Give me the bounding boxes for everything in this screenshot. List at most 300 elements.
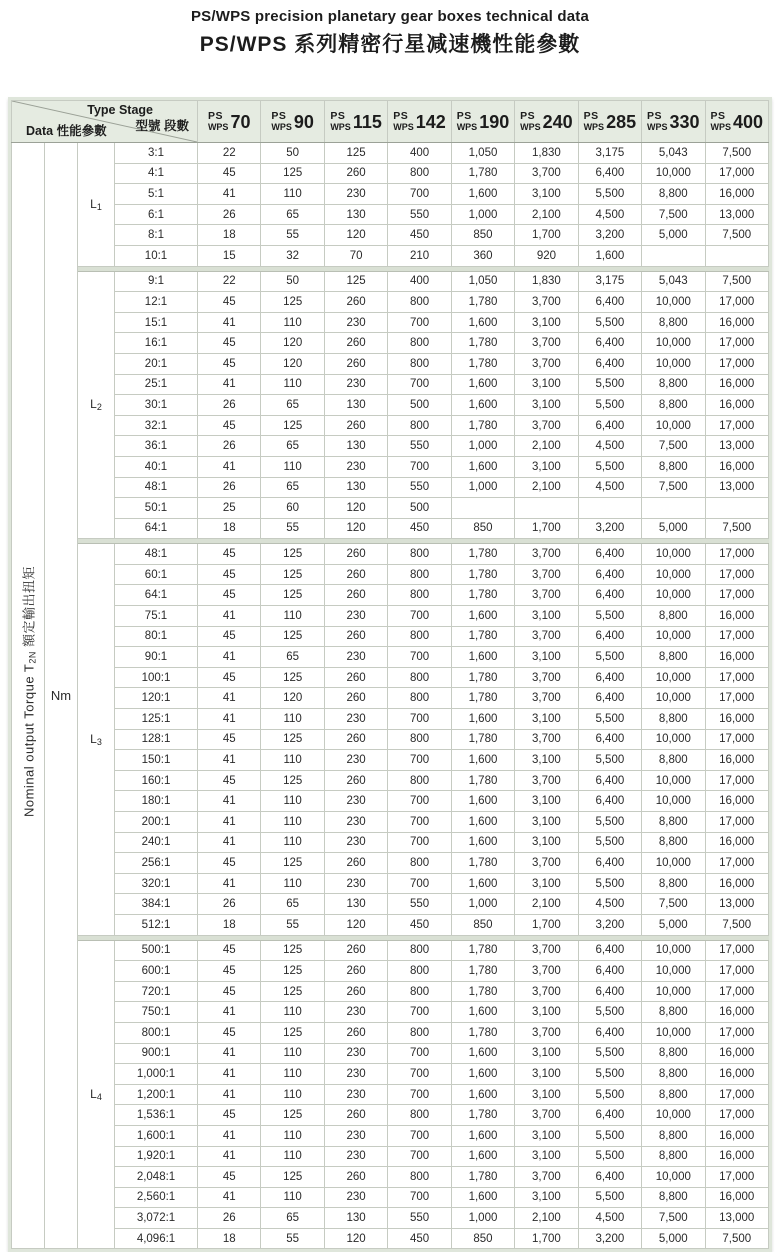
stage-label: L [90,1087,97,1102]
torque-value-cell [515,498,578,519]
torque-value-cell: 125 [261,1167,324,1188]
torque-value-cell: 800 [388,1022,451,1043]
torque-value-cell: 41 [198,1043,261,1064]
torque-value-cell: 45 [198,626,261,647]
ratio-cell: 20:1 [115,353,198,374]
torque-value-cell: 16,000 [705,312,769,333]
torque-value-cell: 3,100 [515,1125,578,1146]
torque-value-cell: 41 [198,1064,261,1085]
torque-value-cell: 360 [451,245,514,266]
torque-value-cell: 15 [198,245,261,266]
torque-value-cell: 7,500 [705,225,769,246]
torque-value-cell: 3,200 [578,1228,641,1249]
torque-value-cell: 5,500 [578,184,641,205]
ratio-cell: 25:1 [115,374,198,395]
table-row [12,245,769,266]
table-header-row [12,101,769,143]
torque-value-cell: 110 [261,832,324,853]
torque-value-cell: 3,700 [515,353,578,374]
torque-value-cell: 3,100 [515,873,578,894]
torque-value-cell: 4,500 [578,1208,641,1229]
table-row [12,1208,769,1229]
ratio-cell: 4,096:1 [115,1228,198,1249]
torque-value-cell: 5,500 [578,873,641,894]
torque-value-cell: 125 [261,853,324,874]
torque-value-cell: 8,800 [642,1187,705,1208]
ratio-cell: 64:1 [115,585,198,606]
table-row [12,312,769,333]
torque-value-cell: 3,100 [515,791,578,812]
torque-value-cell: 3,700 [515,1167,578,1188]
torque-value-cell: 10,000 [642,163,705,184]
torque-value-cell: 8,800 [642,1002,705,1023]
torque-value-cell: 1,600 [451,873,514,894]
torque-value-cell: 260 [324,667,387,688]
torque-value-cell: 1,780 [451,981,514,1002]
torque-value-cell: 5,500 [578,812,641,833]
torque-value-cell: 1,830 [515,271,578,292]
table-row [12,667,769,688]
torque-value-cell: 800 [388,1167,451,1188]
torque-value-cell: 920 [515,245,578,266]
torque-value-cell: 17,000 [705,770,769,791]
torque-value-cell: 17,000 [705,940,769,961]
torque-value-cell: 700 [388,374,451,395]
table-row [12,873,769,894]
torque-value-cell: 17,000 [705,812,769,833]
torque-value-cell: 260 [324,1105,387,1126]
torque-value-cell: 800 [388,981,451,1002]
column-header-box [642,111,704,133]
torque-value-cell: 17,000 [705,688,769,709]
ratio-cell: 32:1 [115,415,198,436]
frame-size-value: 330 [669,111,700,132]
torque-value-cell: 10,000 [642,940,705,961]
torque-value-cell: 1,780 [451,1167,514,1188]
torque-value-cell: 16,000 [705,456,769,477]
torque-value-cell: 41 [198,312,261,333]
table-row [12,1228,769,1249]
torque-value-cell: 800 [388,292,451,313]
series-prefix [710,111,731,133]
ratio-cell: 12:1 [115,292,198,313]
torque-value-cell: 16,000 [705,1043,769,1064]
torque-value-cell: 5,500 [578,647,641,668]
torque-value-cell: 3,700 [515,961,578,982]
torque-value-cell: 65 [261,477,324,498]
torque-value-cell: 1,000 [451,894,514,915]
ratio-cell: 40:1 [115,456,198,477]
stage-cell-L3 [78,544,115,935]
series-ps-label: PS [330,109,346,122]
torque-value-cell: 1,600 [451,395,514,416]
column-header-box [325,111,387,133]
torque-value-cell: 1,780 [451,770,514,791]
torque-value-cell: 2,100 [515,204,578,225]
torque-value-cell: 110 [261,1187,324,1208]
torque-value-cell: 16,000 [705,1002,769,1023]
torque-value-cell: 16,000 [705,709,769,730]
table-row [12,626,769,647]
torque-value-cell: 6,400 [578,333,641,354]
torque-value-cell: 8,800 [642,395,705,416]
ratio-cell: 240:1 [115,832,198,853]
torque-value-cell: 45 [198,163,261,184]
torque-value-cell: 700 [388,1125,451,1146]
column-header-box [515,111,577,133]
frame-size-value: 90 [293,111,314,132]
torque-value-cell: 230 [324,812,387,833]
torque-value-cell: 10,000 [642,1022,705,1043]
torque-value-cell: 17,000 [705,1105,769,1126]
torque-value-cell: 5,500 [578,1187,641,1208]
torque-value-cell: 700 [388,647,451,668]
stage-cell-L2 [78,271,115,539]
series-prefix [457,111,478,133]
torque-value-cell: 4,500 [578,894,641,915]
torque-value-cell: 8,800 [642,312,705,333]
torque-value-cell: 8,800 [642,709,705,730]
torque-value-cell: 230 [324,1064,387,1085]
torque-value-cell: 16,000 [705,184,769,205]
torque-value-cell: 260 [324,770,387,791]
series-prefix [208,111,229,133]
torque-value-cell: 3,100 [515,812,578,833]
table-row [12,729,769,750]
torque-value-cell: 3,100 [515,709,578,730]
torque-value-cell: 16,000 [705,374,769,395]
torque-value-cell: 3,700 [515,667,578,688]
page-title-english: PS/WPS precision planetary gear boxes technical data [190,8,590,25]
ratio-cell: 10:1 [115,245,198,266]
torque-value-cell: 60 [261,498,324,519]
torque-value-cell: 1,780 [451,961,514,982]
table-row [12,1187,769,1208]
torque-value-cell: 230 [324,873,387,894]
torque-value-cell: 2,100 [515,1208,578,1229]
torque-value-cell: 450 [388,1228,451,1249]
torque-value-cell: 41 [198,606,261,627]
torque-value-cell: 32 [261,245,324,266]
torque-value-cell: 1,600 [451,184,514,205]
torque-value-cell: 125 [261,626,324,647]
torque-value-cell: 120 [324,1228,387,1249]
torque-value-cell: 3,700 [515,729,578,750]
torque-value-cell: 2,100 [515,436,578,457]
torque-value-cell: 1,600 [451,1002,514,1023]
torque-value-cell: 17,000 [705,853,769,874]
ratio-cell: 800:1 [115,1022,198,1043]
column-header-285 [578,101,641,143]
table-row [12,750,769,771]
torque-value-cell: 120 [261,333,324,354]
torque-value-cell: 45 [198,585,261,606]
torque-value-cell: 800 [388,729,451,750]
ratio-cell: 75:1 [115,606,198,627]
torque-value-cell [642,498,705,519]
torque-value-cell: 6,400 [578,1105,641,1126]
torque-value-cell: 1,600 [451,1084,514,1105]
torque-value-cell: 7,500 [642,1208,705,1229]
torque-value-cell: 10,000 [642,667,705,688]
torque-value-cell: 3,700 [515,1105,578,1126]
torque-value-cell: 1,780 [451,688,514,709]
torque-value-cell: 26 [198,477,261,498]
torque-value-cell: 3,100 [515,1064,578,1085]
torque-value-cell: 1,700 [515,225,578,246]
torque-value-cell: 120 [324,914,387,935]
left-axis-cell [12,143,45,1249]
torque-value-cell: 18 [198,518,261,539]
torque-value-cell: 3,100 [515,1146,578,1167]
ratio-cell: 15:1 [115,312,198,333]
column-header-400 [705,101,769,143]
series-wps-label: WPS [710,122,731,133]
stage-subscript: 4 [96,1092,102,1103]
torque-value-cell: 17,000 [705,626,769,647]
torque-value-cell: 8,800 [642,1084,705,1105]
column-header-box [388,111,450,133]
stage-subscript: 2 [96,402,102,413]
stage-label: L [90,731,97,746]
torque-value-cell: 65 [261,1208,324,1229]
torque-value-cell: 550 [388,204,451,225]
torque-value-cell: 17,000 [705,585,769,606]
torque-value-cell: 17,000 [705,333,769,354]
torque-value-cell: 10,000 [642,1105,705,1126]
torque-value-cell: 3,700 [515,1022,578,1043]
torque-value-cell: 400 [388,143,451,164]
column-header-240 [515,101,578,143]
torque-value-cell: 41 [198,709,261,730]
series-ps-label: PS [456,109,472,122]
table-row [12,333,769,354]
torque-value-cell: 8,800 [642,374,705,395]
torque-value-cell: 800 [388,564,451,585]
torque-value-cell: 6,400 [578,353,641,374]
torque-value-cell: 1,000 [451,477,514,498]
torque-value-cell: 1,700 [515,1228,578,1249]
torque-value-cell: 45 [198,981,261,1002]
corner-label-type-stage: Type Stage [87,103,153,117]
torque-value-cell: 6,400 [578,292,641,313]
series-wps-label: WPS [647,122,668,133]
torque-value-cell: 3,700 [515,585,578,606]
table-row [12,688,769,709]
torque-value-cell: 3,700 [515,163,578,184]
torque-value-cell: 130 [324,436,387,457]
column-header-190 [451,101,514,143]
torque-value-cell: 8,800 [642,1125,705,1146]
gear-table [11,100,769,1249]
torque-value-cell: 3,100 [515,1084,578,1105]
torque-value-cell: 1,780 [451,333,514,354]
torque-value-cell: 7,500 [642,894,705,915]
torque-value-cell: 125 [261,940,324,961]
torque-value-cell: 3,700 [515,940,578,961]
torque-value-cell: 45 [198,333,261,354]
torque-value-cell: 8,800 [642,1146,705,1167]
torque-value-cell: 17,000 [705,564,769,585]
torque-value-cell: 2,100 [515,477,578,498]
torque-value-cell [705,498,769,519]
torque-value-cell: 800 [388,1105,451,1126]
series-wps-label: WPS [456,122,478,133]
torque-value-cell: 700 [388,1187,451,1208]
torque-value-cell: 1,780 [451,667,514,688]
table-row [12,353,769,374]
left-axis-vertical-label [12,143,45,1241]
torque-value-cell: 3,700 [515,415,578,436]
torque-value-cell: 3,100 [515,374,578,395]
torque-value-cell: 3,200 [578,518,641,539]
ratio-cell: 600:1 [115,961,198,982]
torque-value-cell: 125 [261,292,324,313]
torque-value-cell: 700 [388,709,451,730]
table-row [12,709,769,730]
torque-value-cell: 450 [388,518,451,539]
torque-value-cell: 1,600 [451,1043,514,1064]
table-row [12,477,769,498]
torque-value-cell: 3,100 [515,456,578,477]
torque-value-cell: 41 [198,456,261,477]
torque-value-cell: 13,000 [705,894,769,915]
torque-value-cell: 1,780 [451,544,514,565]
torque-value-cell: 3,100 [515,312,578,333]
table-row [12,1043,769,1064]
torque-value-cell: 2,100 [515,894,578,915]
torque-value-cell: 120 [324,498,387,519]
torque-value-cell: 65 [261,204,324,225]
torque-value-cell: 230 [324,312,387,333]
corner-header-cell [12,101,198,143]
torque-value-cell: 1,600 [451,750,514,771]
torque-value-cell: 800 [388,626,451,647]
torque-value-cell: 3,100 [515,1187,578,1208]
torque-value-cell: 700 [388,791,451,812]
torque-value-cell: 125 [261,1105,324,1126]
ratio-cell: 180:1 [115,791,198,812]
torque-value-cell: 5,500 [578,750,641,771]
torque-value-cell: 3,700 [515,853,578,874]
torque-value-cell: 5,000 [642,1228,705,1249]
torque-value-cell: 3,100 [515,395,578,416]
torque-value-cell: 800 [388,585,451,606]
torque-value-cell: 260 [324,292,387,313]
unit-cell-nm: Nm [45,143,78,1249]
ratio-cell: 9:1 [115,271,198,292]
torque-value-cell: 41 [198,647,261,668]
table-row [12,1064,769,1085]
torque-value-cell [642,245,705,266]
torque-value-cell: 45 [198,415,261,436]
torque-value-cell: 5,000 [642,225,705,246]
torque-value-cell: 1,600 [451,832,514,853]
torque-value-cell: 41 [198,1002,261,1023]
torque-value-cell: 230 [324,832,387,853]
torque-value-cell: 1,050 [451,271,514,292]
torque-value-cell: 13,000 [705,1208,769,1229]
torque-value-cell: 3,200 [578,914,641,935]
torque-value-cell: 230 [324,1084,387,1105]
stage-subscript: 3 [96,736,102,747]
torque-value-cell: 125 [261,163,324,184]
torque-value-cell: 700 [388,812,451,833]
frame-size-value: 142 [415,111,446,132]
torque-value-cell: 41 [198,374,261,395]
torque-value-cell: 260 [324,163,387,184]
torque-value-cell: 3,200 [578,225,641,246]
table-row [12,498,769,519]
torque-value-cell: 260 [324,729,387,750]
torque-value-cell: 400 [388,271,451,292]
series-prefix [520,111,541,133]
series-ps-label: PS [207,109,223,122]
table-row [12,791,769,812]
torque-value-cell: 1,780 [451,564,514,585]
torque-value-cell: 1,780 [451,729,514,750]
torque-value-cell: 1,000 [451,1208,514,1229]
ratio-cell: 3:1 [115,143,198,164]
frame-size-value: 115 [352,111,382,132]
torque-value-cell: 850 [451,1228,514,1249]
table-row [12,1105,769,1126]
frame-size-value: 240 [542,111,573,132]
torque-value-cell: 1,000 [451,204,514,225]
torque-value-cell: 125 [261,770,324,791]
torque-value-cell: 110 [261,374,324,395]
ratio-cell: 900:1 [115,1043,198,1064]
torque-value-cell: 6,400 [578,564,641,585]
torque-value-cell: 17,000 [705,961,769,982]
torque-value-cell: 125 [324,143,387,164]
ratio-cell: 50:1 [115,498,198,519]
torque-value-cell: 3,100 [515,1002,578,1023]
table-row [12,395,769,416]
torque-value-cell: 6,400 [578,544,641,565]
stage-label: L [90,397,97,412]
ratio-cell: 384:1 [115,894,198,915]
stage-cell-L4 [78,940,115,1249]
torque-value-cell: 10,000 [642,853,705,874]
torque-value-cell: 6,400 [578,1022,641,1043]
table-row [12,143,769,164]
torque-value-cell: 230 [324,1187,387,1208]
torque-value-cell: 3,700 [515,770,578,791]
torque-value-cell: 230 [324,791,387,812]
torque-value-cell: 55 [261,914,324,935]
table-row [12,981,769,1002]
torque-value-cell: 550 [388,894,451,915]
torque-value-cell: 125 [261,981,324,1002]
ratio-cell: 3,072:1 [115,1208,198,1229]
torque-value-cell: 10,000 [642,981,705,1002]
torque-value-cell: 800 [388,333,451,354]
table-row [12,1167,769,1188]
torque-value-cell: 230 [324,184,387,205]
torque-value-cell: 6,400 [578,853,641,874]
series-ps-label: PS [393,109,409,122]
series-wps-label: WPS [330,122,351,133]
torque-value-cell: 3,100 [515,606,578,627]
torque-value-cell: 1,000 [451,436,514,457]
torque-value-cell: 41 [198,750,261,771]
torque-value-cell: 3,100 [515,832,578,853]
table-row [12,163,769,184]
torque-value-cell: 1,780 [451,1105,514,1126]
torque-value-cell: 45 [198,564,261,585]
torque-value-cell: 3,700 [515,544,578,565]
